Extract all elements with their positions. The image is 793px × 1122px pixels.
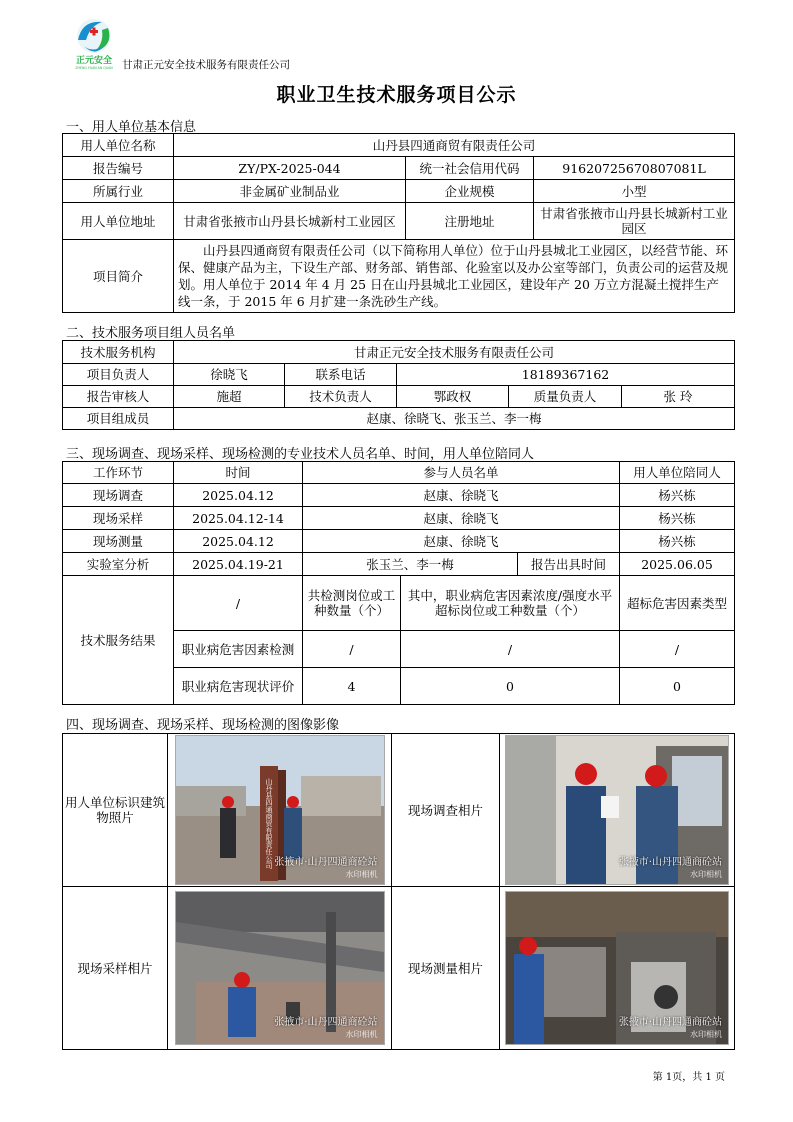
unit-name-value: 山丹县四通商贸有限责任公司 [174, 134, 735, 157]
companion-cell: 杨兴栋 [620, 484, 735, 507]
phone-value: 18189367162 [397, 364, 735, 386]
address-value: 甘肃省张掖市山丹县长城新村工业园区 [174, 203, 406, 240]
industry-label: 所属行业 [63, 180, 174, 203]
result-row2-c2: 4 [303, 668, 401, 705]
lab-label: 实验室分析 [63, 553, 174, 576]
leader-label: 项目负责人 [63, 364, 174, 386]
intro-label: 项目简介 [63, 240, 174, 313]
address-label: 用人单位地址 [63, 203, 174, 240]
watermark-small: 水印相机 [345, 1030, 378, 1039]
section3-heading: 三、现场调查、现场采样、现场检测的专业技术人员名单、时间，用人单位陪同人 [66, 447, 535, 462]
people-cell: 赵康、徐晓飞 [303, 530, 620, 553]
people-cell: 赵康、徐晓飞 [303, 507, 620, 530]
col-companion: 用人单位陪同人 [620, 462, 735, 484]
sampling-photo [175, 891, 385, 1045]
lab-people: 张玉兰、李一梅 [303, 553, 518, 576]
section1-heading: 一、用人单位基本信息 [66, 120, 197, 135]
photo-table [62, 733, 735, 1050]
result-row1-c4: / [620, 631, 735, 668]
section2-heading: 二、技术服务项目组人员名单 [66, 326, 236, 341]
building-photo [175, 735, 385, 885]
report-no-value: ZY/PX-2025-044 [174, 157, 406, 180]
measure-photo-label: 现场测量相片 [392, 887, 500, 1050]
fieldwork-table [62, 461, 735, 705]
phone-label: 联系电话 [285, 364, 397, 386]
watermark-small: 水印相机 [345, 870, 378, 879]
industry-value: 非金属矿业制品业 [174, 180, 406, 203]
reviewer-value: 施超 [174, 386, 285, 408]
reviewer-label: 报告审核人 [63, 386, 174, 408]
page-footer: 第 1页，共 1 页 [652, 1072, 725, 1083]
sign-text: 山丹县四通商贸有限责任公司 [264, 778, 273, 869]
org-label: 技术服务机构 [63, 341, 174, 364]
stage-cell: 现场调查 [63, 484, 174, 507]
result-row1-name: 职业病危害因素检测 [174, 631, 303, 668]
quality-label: 质量负责人 [509, 386, 622, 408]
result-label: 技术服务结果 [63, 576, 174, 705]
intro-text: 山丹县四通商贸有限责任公司（以下简称用人单位）位于山丹县城北工业园区，以经营节能、环保、健康产品为主，下设生产部、财务部、销售部、化验室以及办公室等部门，负责公司的运营及规划。用人单位于 2014 年 4 月 25 日在山丹县城北工业园区，建设年产 20 万立方混凝土搅拌生产线一条，于 2015 年 6 月扩建一条洗砂生产线。 [174, 240, 735, 313]
survey-photo-label: 现场调查相片 [392, 734, 500, 887]
stage-cell: 现场测量 [63, 530, 174, 553]
col-stage: 工作环节 [63, 462, 174, 484]
result-row2-name: 职业病危害现状评价 [174, 668, 303, 705]
tech-lead-label: 技术负责人 [285, 386, 397, 408]
watermark-small: 水印相机 [690, 1030, 722, 1039]
result-header-2: 共检测岗位或工种数量（个） [303, 576, 401, 631]
measure-photo [505, 891, 729, 1045]
survey-photo [505, 735, 729, 885]
reg-address-label: 注册地址 [406, 203, 534, 240]
result-row2-c4: 0 [620, 668, 735, 705]
watermark-small: 水印相机 [690, 870, 722, 879]
basic-info-table [62, 133, 735, 313]
companion-cell: 杨兴栋 [620, 507, 735, 530]
col-time: 时间 [174, 462, 303, 484]
unit-name-label: 用人单位名称 [63, 134, 174, 157]
company-logo-icon [68, 14, 120, 70]
watermark: 张掖市·山丹四通商砼站 [618, 1017, 722, 1028]
org-value: 甘肃正元安全技术服务有限责任公司 [174, 341, 735, 364]
report-date-value: 2025.06.05 [620, 553, 735, 576]
watermark: 张掖市·山丹四通商砼站 [274, 857, 378, 868]
watermark: 张掖市·山丹四通商砼站 [618, 857, 722, 868]
result-row2-c3: 0 [401, 668, 620, 705]
building-photo-label: 用人单位标识建筑物照片 [63, 734, 168, 887]
table-row [63, 507, 735, 530]
page-title: 职业卫生技术服务项目公示 [276, 84, 517, 106]
col-people: 参与人员名单 [303, 462, 620, 484]
members-label: 项目组成员 [63, 408, 174, 430]
result-header-3: 其中，职业病危害因素浓度/强度水平超标岗位或工种数量（个） [401, 576, 620, 631]
time-cell: 2025.04.12-14 [174, 507, 303, 530]
scale-value: 小型 [534, 180, 735, 203]
header-company-name: 甘肃正元安全技术服务有限责任公司 [122, 59, 290, 71]
sampling-photo-label: 现场采样相片 [63, 887, 168, 1050]
quality-value: 张 玲 [622, 386, 735, 408]
result-row1-c2: / [303, 631, 401, 668]
table-row [63, 484, 735, 507]
result-header-4: 超标危害因素类型 [620, 576, 735, 631]
section4-heading: 四、现场调查、现场采样、现场检测的图像影像 [66, 718, 340, 733]
logo-subtext: ZHENG YUAN AN QUAN [75, 66, 113, 70]
result-header-1: / [174, 576, 303, 631]
stage-cell: 现场采样 [63, 507, 174, 530]
reg-address-value: 甘肃省张掖市山丹县长城新村工业园区 [534, 203, 735, 240]
watermark: 张掖市·山丹四通商砼站 [274, 1017, 378, 1028]
leader-value: 徐晓飞 [174, 364, 285, 386]
companion-cell: 杨兴栋 [620, 530, 735, 553]
members-value: 赵康、徐晓飞、张玉兰、李一梅 [174, 408, 735, 430]
scale-label: 企业规模 [406, 180, 534, 203]
lab-time: 2025.04.19-21 [174, 553, 303, 576]
people-cell: 赵康、徐晓飞 [303, 484, 620, 507]
report-no-label: 报告编号 [63, 157, 174, 180]
report-date-label: 报告出具时间 [518, 553, 620, 576]
tech-lead-value: 鄂政权 [397, 386, 509, 408]
credit-code-label: 统一社会信用代码 [406, 157, 534, 180]
logo-text: 正元安全 [75, 56, 113, 66]
credit-code-value: 91620725670807081L [534, 157, 735, 180]
result-row1-c3: / [401, 631, 620, 668]
time-cell: 2025.04.12 [174, 530, 303, 553]
time-cell: 2025.04.12 [174, 484, 303, 507]
team-table [62, 340, 735, 430]
table-row [63, 530, 735, 553]
